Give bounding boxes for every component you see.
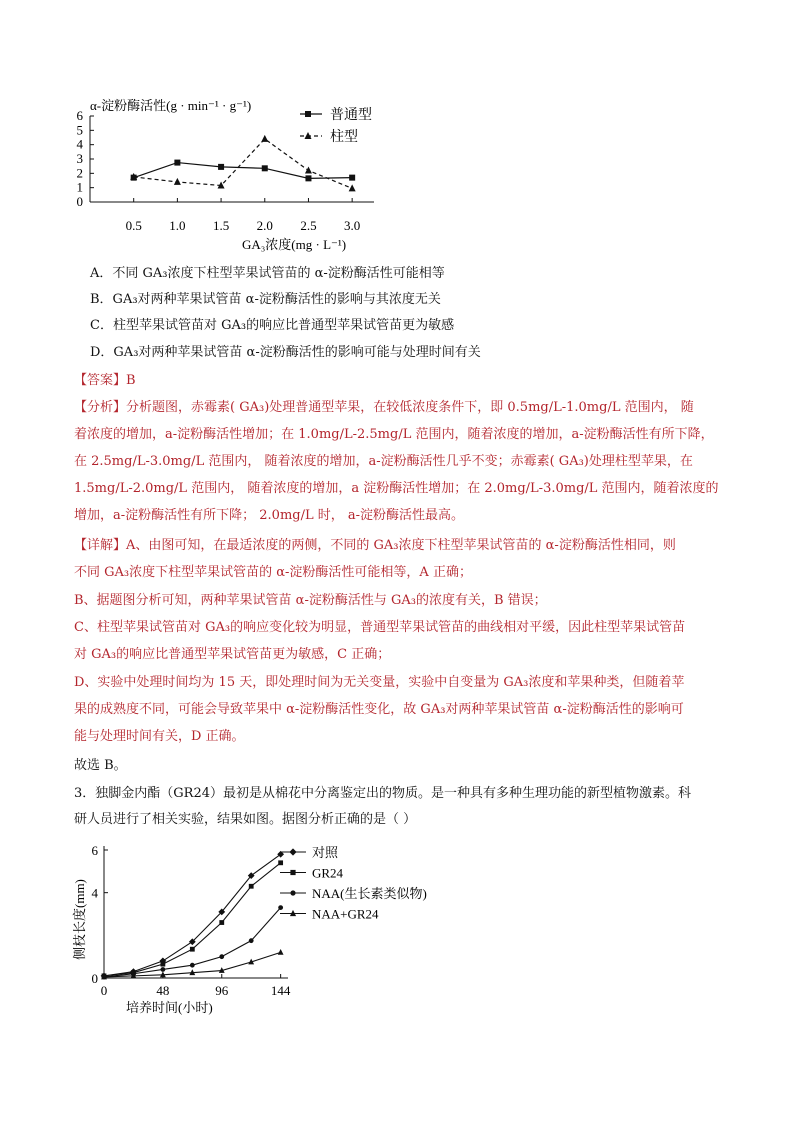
chart2-point-1-6 bbox=[278, 860, 283, 865]
chart1-ticks bbox=[77, 108, 361, 233]
detail-line-5: 对 GA₃的响应比普通型苹果试管苗更为敏感，C 正确； bbox=[74, 647, 391, 662]
chart2-series-line-0 bbox=[104, 854, 281, 976]
chart1-ytick-label: 5 bbox=[76, 122, 83, 138]
chart2-legend-label-2: NAA(生长素类似物) bbox=[312, 886, 427, 901]
chart1-point-1-5 bbox=[349, 184, 356, 191]
chart1-legend-label-1: 柱型 bbox=[330, 130, 358, 145]
chart1-legend-marker-0 bbox=[305, 111, 311, 117]
chart1-series bbox=[130, 135, 355, 191]
analysis-line-1: 【分析】分析题图，赤霉素( GA₃)处理普通型苹果，在较低浓度条件下，即 0.5mg/L-1.0mg/L 范围内， 随 bbox=[74, 400, 694, 415]
chart1-point-0-3 bbox=[262, 165, 268, 171]
chart2-point-1-3 bbox=[190, 947, 195, 952]
q2-option-d: D．GA₃对两种苹果试管苗 α-淀粉酶活性的影响可能与处理时间有关 bbox=[90, 345, 481, 360]
q3-line-2: 研人员进行了相关实验，结果如图。据图分析正确的是（ ） bbox=[74, 812, 417, 827]
chart1-point-1-4 bbox=[305, 166, 312, 173]
detail-line-1: 【详解】A、由图可知，在最适浓度的两侧，不同的 GA₃浓度下柱型苹果试管苗的 α-淀粉酶活性相同，则 bbox=[74, 538, 676, 553]
chart1-point-0-4 bbox=[305, 175, 311, 181]
chart2-point-2-3 bbox=[190, 963, 195, 968]
q2-option-b: B．GA₃对两种苹果试管苗 α-淀粉酶活性的影响与其浓度无关 bbox=[90, 292, 441, 307]
chart2-legend-label-3: NAA+GR24 bbox=[312, 906, 379, 922]
chart2-series bbox=[101, 851, 284, 979]
chart2-xtick-label: 0 bbox=[100, 983, 108, 998]
detail-line-4: C、柱型苹果试管苗对 GA₃的响应变化较为明显，普通型苹果试管苗的曲线相对平缓，因此柱型苹果试管苗 bbox=[74, 620, 686, 635]
chart1-ytick-label: 1 bbox=[76, 179, 83, 195]
chart2-point-2-2 bbox=[160, 967, 165, 972]
chart2-point-2-5 bbox=[249, 938, 254, 943]
chart2-legend-marker-2 bbox=[290, 890, 295, 895]
chart2-xtick-label: 144 bbox=[270, 983, 291, 998]
chart1-ytick-label: 3 bbox=[76, 151, 83, 166]
chart1-ytick-label: 2 bbox=[76, 165, 83, 181]
chart1-legend bbox=[300, 106, 372, 145]
chart1-ytick-label: 0 bbox=[76, 194, 83, 209]
answer-value: B bbox=[126, 373, 136, 388]
chart1-xlabel: GA₃浓度(mg · L⁻¹) bbox=[242, 237, 347, 252]
chart1-xtick-label: 0.5 bbox=[125, 218, 142, 233]
chart1-ytick-label: 6 bbox=[76, 108, 83, 123]
chart1-svg bbox=[60, 94, 460, 254]
chart1-xtick-label: 1.0 bbox=[169, 218, 186, 233]
chart2-svg bbox=[70, 840, 470, 1030]
chart1-series-line-0 bbox=[134, 163, 352, 179]
chart1-axes bbox=[90, 116, 374, 202]
chart2-point-2-4 bbox=[219, 954, 224, 959]
chart2-point-3-6 bbox=[278, 949, 284, 955]
chart2-xtick-label: 96 bbox=[215, 983, 229, 998]
detail-line-6: D、实验中处理时间均为 15 天，即处理时间为无关变量，实验中自变量为 GA₃浓度和苹果种类，但随着苹 bbox=[74, 675, 685, 690]
q2-option-a: A．不同 GA₃浓度下柱型苹果试管苗的 α-淀粉酶活性可能相等 bbox=[90, 266, 445, 281]
chart1-point-1-1 bbox=[174, 178, 181, 185]
chart2-point-1-4 bbox=[219, 920, 224, 925]
chart2-legend-marker-0 bbox=[289, 848, 296, 855]
chart1-point-0-2 bbox=[218, 164, 224, 170]
analysis-line-3: 在 2.5mg/L-3.0mg/L 范围内， 随着浓度的增加，a-淀粉酶活性几乎不变；赤霉素( GA₃)处理柱型苹果，在 bbox=[74, 454, 693, 469]
chart2-legend-label-0: 对照 bbox=[312, 845, 339, 860]
chart2-axes bbox=[104, 846, 288, 978]
chart1-xtick-label: 2.0 bbox=[256, 218, 273, 233]
analysis-line-4: 1.5mg/L-2.0mg/L 范围内， 随着浓度的增加，a 淀粉酶活性增加；在 2.0mg/L-3.0mg/L 范围内，随着浓度的 bbox=[74, 481, 719, 496]
analysis-line-2: 着浓度的增加，a-淀粉酶活性增加；在 1.0mg/L-2.5mg/L 范围内，随着浓度的增加，a-淀粉酶活性有所下降， bbox=[74, 427, 714, 442]
chart2-xtick-label: 48 bbox=[156, 983, 170, 998]
answer-tag: 【答案】 bbox=[74, 373, 127, 388]
analysis-tag: 【分析】 bbox=[74, 400, 127, 415]
chart1-legend-label-0: 普通型 bbox=[330, 108, 372, 123]
conclusion: 故选 B。 bbox=[74, 758, 127, 773]
chart2-xlabel: 培养时间(小时) bbox=[126, 1000, 213, 1015]
chart1-ytick-label: 4 bbox=[76, 136, 83, 152]
q2-option-c: C．柱型苹果试管苗对 GA₃的响应比普通型苹果试管苗更为敏感 bbox=[90, 318, 455, 333]
detail-line-7: 果的成熟度不同，可能会导致苹果中 α-淀粉酶活性变化，故 GA₃对两种苹果试管苗 α-淀粉酶活性的影响可 bbox=[74, 702, 684, 717]
detail-line-3: B、据题图分析可知，两种苹果试管苗 α-淀粉酶活性与 GA₃的浓度有关，B 错误； bbox=[74, 593, 547, 608]
chart2-series-line-1 bbox=[104, 863, 281, 976]
chart1-xtick-label: 3.0 bbox=[344, 218, 361, 233]
chart2-ytick-label: 0 bbox=[91, 971, 98, 986]
chart1-point-1-3 bbox=[261, 135, 268, 142]
chart1-point-0-5 bbox=[349, 175, 355, 181]
chart2-point-2-6 bbox=[278, 905, 283, 910]
chart1-series-line-1 bbox=[134, 139, 352, 188]
chart2-legend-label-1: GR24 bbox=[312, 865, 344, 881]
chart2-ytick-label: 6 bbox=[91, 843, 98, 858]
q3-line-1: 3．独脚金内酯（GR24）最初是从棉花中分离鉴定出的物质。是一种具有多种生理功能的新型植物激素。科 bbox=[74, 786, 691, 801]
chart2-ytick-label: 4 bbox=[91, 885, 98, 901]
chart1-point-0-1 bbox=[174, 160, 180, 166]
detail-line-8: 能与处理时间有关，D 正确。 bbox=[74, 729, 245, 744]
chart1-xtick-label: 1.5 bbox=[212, 218, 230, 233]
chart2-legend-marker-1 bbox=[290, 870, 295, 875]
detail-tag: 【详解】 bbox=[74, 538, 127, 553]
chart1-xtick-label: 2.5 bbox=[300, 218, 317, 233]
answer-line bbox=[74, 370, 136, 392]
chart1-ylabel: α-淀粉酶活性(g · min⁻¹ · g⁻¹) bbox=[90, 98, 252, 113]
chart2-point-1-2 bbox=[160, 962, 165, 967]
chart2-legend bbox=[280, 845, 427, 922]
chart2-ylabel: 侧枝长度(mm) bbox=[72, 879, 87, 960]
analysis-line-5: 增加，a-淀粉酶活性有所下降； 2.0mg/L 时， a-淀粉酶活性最高。 bbox=[74, 508, 465, 523]
detail-line-2: 不同 GA₃浓度下柱型苹果试管苗的 α-淀粉酶活性可能相等，A 正确； bbox=[74, 565, 472, 580]
chart2-point-1-5 bbox=[249, 884, 254, 889]
